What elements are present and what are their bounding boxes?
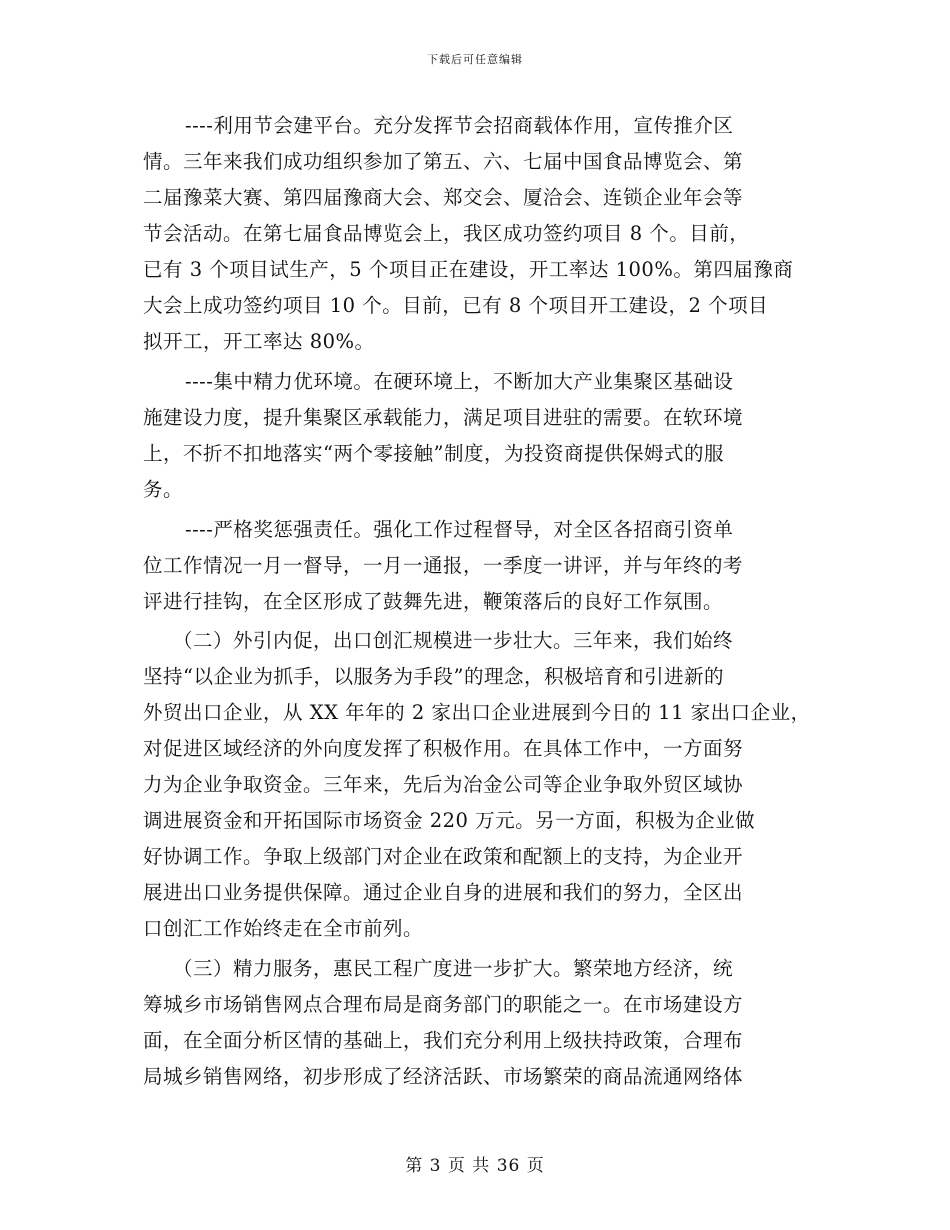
text-line: 对促进区域经济的外向度发挥了积极作用。在具体工作中，一方面努: [143, 737, 744, 760]
text-line: ----集中精力优环境。在硬环境上，不断加大产业集聚区基础设: [185, 370, 734, 393]
text-line: 筹城乡市场销售网点合理布局是商务部门的职能之一。在市场建设方: [143, 993, 744, 1016]
text-line: （三）精力服务，惠民工程广度进一步扩大。繁荣地方经济，统: [173, 957, 734, 980]
text-line: 坚持“以企业为抓手，以服务为手段”的理念，积极培育和引进新的: [143, 665, 724, 688]
text-line: 上，不折不扣地落实“两个零接触”制度，为投资商提供保姆式的服: [143, 442, 724, 465]
page-number: 第 3 页 共 36 页: [405, 1156, 545, 1176]
text-line: 施建设力度，提升集聚区承载能力，满足项目进驻的需要。在软环境: [143, 406, 744, 429]
text-line: 务。: [143, 478, 184, 501]
text-line: 外贸出口企业，从 XX 年年的 2 家出口企业进展到今日的 11 家出口企业，: [143, 701, 811, 724]
text-line: 已有 3 个项目试生产，5 个项目正在建设，开工率达 100%。第四届豫商: [143, 258, 794, 281]
text-line: 展进出口业务提供保障。通过企业自身的进展和我们的努力，全区出: [143, 881, 744, 904]
text-line: 口创汇工作始终走在全市前列。: [143, 917, 424, 940]
text-line: 拟开工，开工率达 80%。: [143, 330, 375, 353]
text-line: 局城乡销售网络，初步形成了经济活跃、市场繁荣的商品流通网络体: [143, 1065, 744, 1088]
text-line: 情。三年来我们成功组织参加了第五、六、七届中国食品博览会、第: [143, 150, 744, 173]
text-line: 面，在全面分析区情的基础上，我们充分利用上级扶持政策，合理布: [143, 1029, 744, 1052]
text-line: 调进展资金和开拓国际市场资金 220 万元。另一方面，积极为企业做: [143, 809, 756, 832]
text-line: ----利用节会建平台。充分发挥节会招商载体作用，宣传推介区: [185, 114, 734, 137]
page-header: 下载后可任意编辑: [427, 53, 523, 66]
text-line: 力为企业争取资金。三年来，先后为冶金公司等企业争取外贸区域协: [143, 773, 744, 796]
text-line: 位工作情况一月一督导，一月一通报，一季度一讲评，并与年终的考: [143, 554, 744, 577]
text-line: 大会上成功签约项目 10 个。目前，已有 8 个项目开工建设，2 个项目: [143, 294, 769, 317]
text-line: 节会活动。在第七届食品博览会上，我区成功签约项目 8 个。目前，: [143, 222, 750, 245]
text-line: 好协调工作。争取上级部门对企业在政策和配额上的支持，为企业开: [143, 845, 744, 868]
text-line: 评进行挂钩，在全区形成了鼓舞先进，鞭策落后的良好工作氛围。: [143, 590, 724, 613]
text-line: ----严格奖惩强责任。强化工作过程督导，对全区各招商引资单: [185, 518, 734, 541]
text-line: 二届豫菜大赛、第四届豫商大会、郑交会、厦洽会、连锁企业年会等: [143, 186, 744, 209]
text-line: （二）外引内促，出口创汇规模进一步壮大。三年来，我们始终: [173, 629, 734, 652]
